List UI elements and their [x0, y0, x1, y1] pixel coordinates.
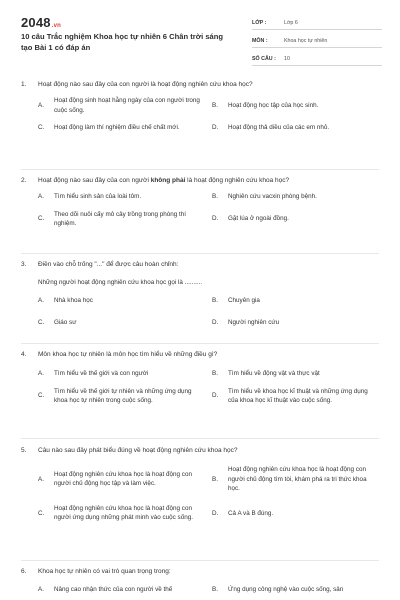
option-text: Hoạt động nghiên cứu khoa học là hoạt động con người ứng dụng những phát minh vào cuộc sống.	[54, 504, 193, 522]
question-title	[21, 567, 381, 576]
option-letter: B.	[212, 193, 218, 200]
option-letter: B.	[212, 297, 218, 304]
question-number: 2.	[21, 177, 27, 184]
option-text: Tìm hiểu về động vật và thực vật	[228, 370, 320, 377]
option-a[interactable]	[38, 369, 212, 379]
question-text: Câu nào sau đây phát biểu đúng về hoạt động nghiên cứu khoa học?	[38, 447, 238, 454]
option-text: Tìm hiểu về thế giới và con người	[54, 370, 149, 377]
divider	[21, 253, 379, 254]
option-letter: A.	[38, 101, 44, 109]
question-2	[21, 176, 381, 229]
option-b[interactable]	[212, 585, 382, 595]
question-text-before: Hoạt động nào sau đây của con người	[38, 177, 151, 184]
meta-value: Lớp 6	[284, 19, 298, 26]
options	[38, 192, 381, 229]
logo-main: 2048	[21, 15, 51, 30]
question-text	[38, 176, 289, 185]
question-title	[21, 446, 381, 455]
question-1	[21, 80, 381, 133]
option-text: Hoạt động học tập của học sinh.	[228, 101, 319, 109]
document-title: 10 câu Trắc nghiệm Khoa học tự nhiên 6 Chân trời sáng tạo Bài 1 có đáp án	[21, 32, 224, 52]
option-c[interactable]	[38, 210, 212, 229]
divider	[21, 560, 379, 561]
question-number: 4.	[21, 351, 27, 358]
option-letter: C.	[38, 318, 45, 326]
option-letter: B.	[212, 475, 218, 483]
option-d[interactable]	[212, 504, 382, 523]
option-letter: B.	[212, 586, 218, 593]
question-title	[21, 80, 381, 89]
option-text: Cả A và B đúng.	[228, 509, 274, 517]
option-text: Gặt lúa ở ngoài đồng.	[228, 215, 289, 223]
question-6	[21, 567, 381, 595]
option-d[interactable]	[212, 123, 382, 133]
meta-row-count	[252, 52, 382, 66]
options	[38, 96, 381, 133]
question-stem: Những người hoạt động nghiên cứu khoa học gọi là ..........	[38, 279, 203, 286]
option-letter: D.	[212, 392, 219, 400]
option-b[interactable]	[212, 96, 382, 115]
option-letter: A.	[38, 193, 44, 200]
option-d[interactable]	[212, 387, 382, 406]
question-title	[21, 176, 381, 185]
question-number: 3.	[21, 261, 27, 268]
divider	[21, 169, 379, 170]
option-text: Nâng cao nhận thức của con người về thế	[54, 586, 173, 593]
option-letter: B.	[212, 101, 218, 109]
option-letter: A.	[38, 297, 44, 304]
option-text: Hoạt động thả diều của các em nhỏ.	[228, 124, 330, 132]
meta-row-grade	[252, 16, 382, 30]
option-a[interactable]	[38, 465, 212, 494]
divider	[21, 343, 379, 344]
options	[38, 369, 381, 406]
option-text: Người nghiên cứu	[228, 318, 280, 326]
question-text: Điền vào chỗ trống "..." để được câu hoàn chỉnh:	[38, 261, 179, 268]
option-text: Ứng dụng công nghệ vào cuộc sống, sản	[228, 586, 344, 593]
site-logo[interactable]	[21, 15, 61, 30]
logo-tld: .vn	[51, 23, 62, 29]
question-text: Khoa học tự nhiên có vai trò quan trọng trong:	[38, 568, 171, 575]
question-number: 6.	[21, 568, 27, 575]
question-title	[21, 350, 381, 359]
option-text: Nhà khoa học	[54, 297, 93, 304]
option-text: Theo dõi nuôi cấy mô cây trồng trong phòng thí nghiệm.	[54, 210, 186, 228]
option-a[interactable]	[38, 296, 212, 306]
option-text: Hoạt động sinh hoạt hằng ngày của con người trong cuộc sống.	[54, 97, 200, 114]
question-text: Môn khoa học tự nhiên là môn học tìm hiểu về những điều gì?	[38, 351, 218, 358]
option-d[interactable]	[212, 210, 382, 229]
option-letter: D.	[212, 509, 219, 517]
option-letter: B.	[212, 370, 218, 377]
question-number: 5.	[21, 447, 27, 454]
option-a[interactable]	[38, 96, 212, 115]
option-text: Nghiên cứu vacxin phòng bệnh.	[228, 193, 317, 200]
option-letter: C.	[38, 392, 45, 400]
question-number: 1.	[21, 81, 27, 88]
question-text: Hoạt động nào sau đây của con người là hoạt động nghiên cứu khoa học?	[38, 81, 253, 88]
option-letter: C.	[38, 124, 45, 132]
question-text-after: là hoạt động nghiên cứu khoa học?	[185, 177, 290, 184]
option-text: Tìm hiểu sinh sản của loài tôm.	[54, 193, 142, 200]
option-c[interactable]	[38, 504, 212, 523]
option-a[interactable]	[38, 585, 212, 595]
meta-value: 10	[284, 55, 290, 62]
option-c[interactable]	[38, 123, 212, 133]
option-b[interactable]	[212, 296, 382, 306]
option-letter: D.	[212, 215, 219, 223]
meta-info	[252, 16, 382, 70]
question-4	[21, 350, 381, 406]
option-letter: A.	[38, 370, 44, 377]
option-letter: C.	[38, 509, 45, 517]
option-letter: D.	[212, 318, 219, 326]
option-d[interactable]	[212, 318, 382, 328]
meta-key: SỐ CÂU :	[252, 55, 276, 62]
option-b[interactable]	[212, 369, 382, 379]
option-c[interactable]	[38, 318, 212, 328]
meta-row-subject	[252, 34, 382, 48]
option-text: Hoạt động làm thí nghiệm điều chế chất mới.	[54, 124, 180, 132]
question-title	[21, 260, 381, 269]
options	[38, 465, 381, 523]
options	[38, 585, 381, 595]
option-text: Hoạt động nghiên cứu khoa học là hoạt động con người chủ động tìm tòi, khám phá ra tri thức khoa học.	[228, 466, 367, 493]
question-text-emphasis: không phải	[150, 177, 186, 184]
option-a[interactable]	[38, 192, 212, 202]
option-text: Tìm hiểu về khoa học kĩ thuật và những ứng dụng của khoa học kĩ thuật vào cuộc sống.	[228, 387, 368, 405]
options	[38, 296, 381, 327]
meta-key: MÔN :	[252, 37, 268, 44]
option-letter: C.	[38, 215, 45, 223]
option-c[interactable]	[38, 387, 212, 406]
option-text: Chuyên gia	[228, 297, 260, 304]
option-letter: A.	[38, 475, 44, 483]
option-text: Giáo sư	[54, 318, 77, 326]
meta-key: LỚP :	[252, 19, 267, 26]
option-text: Tìm hiểu về thế giới tự nhiên và những ứng dụng khoa học tự nhiên trong cuộc sống.	[54, 387, 192, 405]
option-letter: A.	[38, 586, 44, 593]
question-3	[21, 260, 381, 327]
divider	[21, 438, 379, 439]
option-b[interactable]	[212, 192, 382, 202]
option-b[interactable]	[212, 465, 382, 494]
option-letter: D.	[212, 124, 219, 132]
meta-value: Khoa học tự nhiên	[284, 37, 328, 44]
option-text: Hoạt động nghiên cứu khoa học là hoạt động con người chủ động học tập và làm việc.	[54, 470, 192, 488]
question-5	[21, 446, 381, 523]
